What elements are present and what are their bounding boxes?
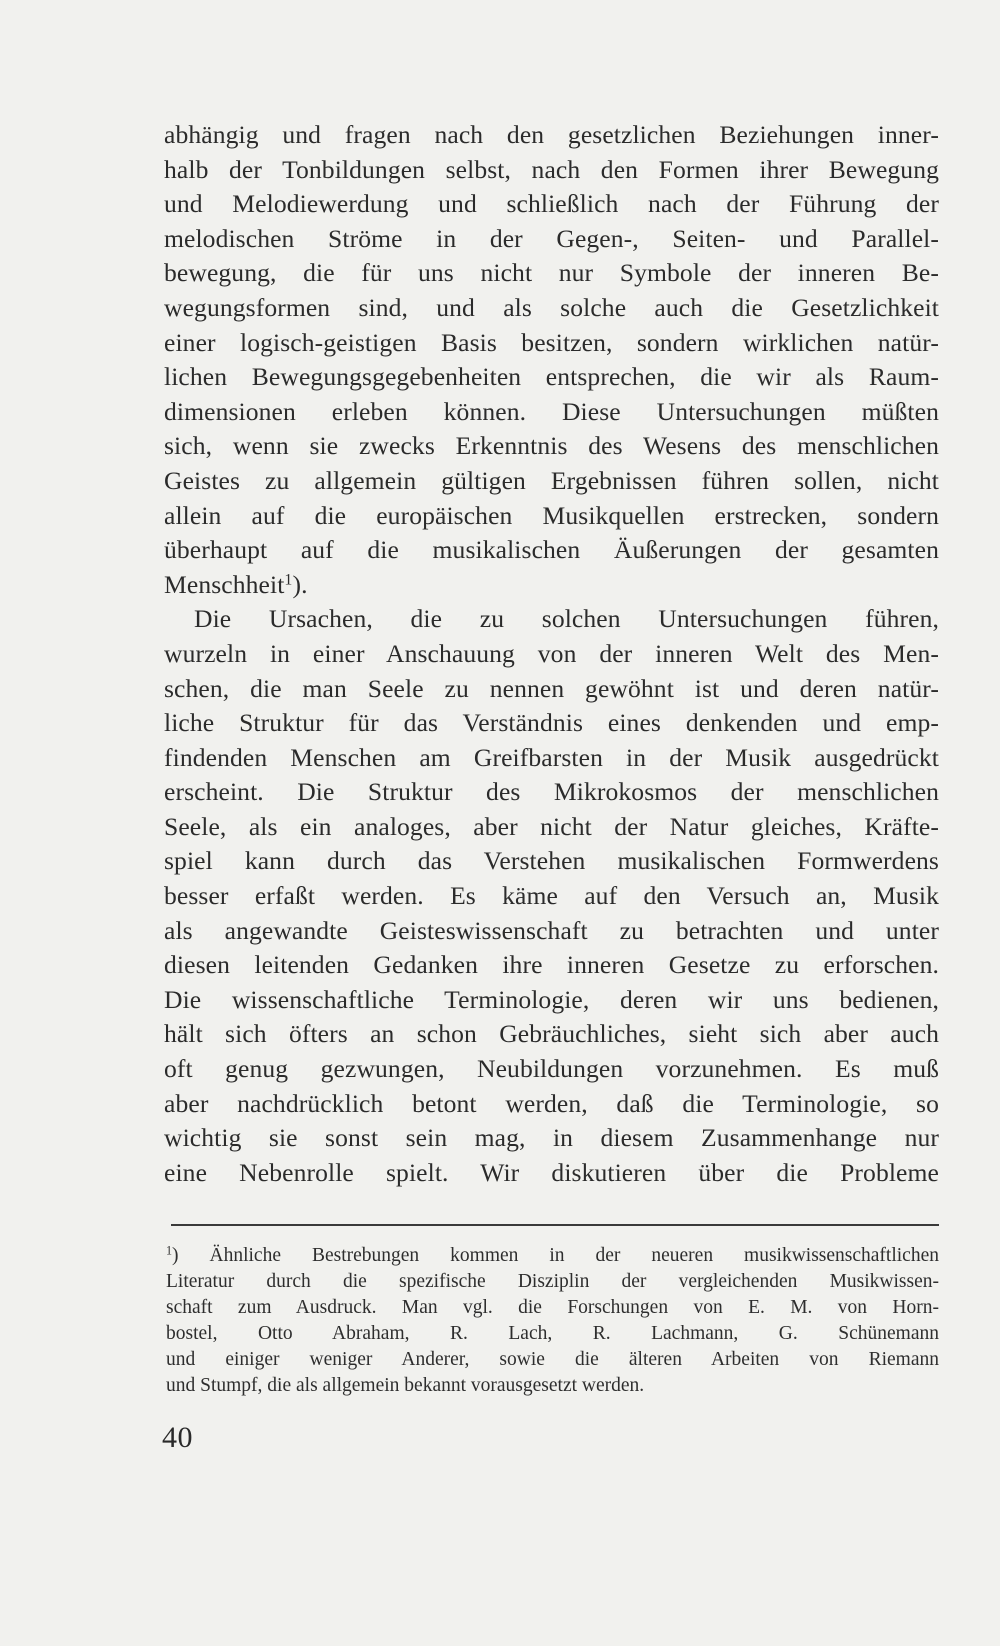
- paragraph-1: [164, 118, 939, 602]
- text-line: oft genug gezwungen, Neubildungen vorzunehmen. Es muß: [164, 1054, 939, 1084]
- last-word: Menschheit: [164, 569, 285, 599]
- text-line: hält sich öfters an schon Gebräuchliches, sieht sich aber auch: [164, 1019, 939, 1049]
- text-line: dimensionen erleben können. Diese Untersuchungen müßten: [164, 396, 939, 426]
- text-line: besser erfaßt werden. Es käme auf den Versuch an, Musik: [164, 881, 939, 911]
- footnote-line: schaft zum Ausdruck. Man vgl. die Forschungen von E. M. von Horn-: [166, 1297, 939, 1318]
- footnote-line-last: und Stumpf, die als allgemein bekannt vorausgesetzt werden.: [166, 1375, 645, 1396]
- text-line: wegungsformen sind, und als solche auch die Gesetzlichkeit: [164, 292, 939, 322]
- footnote-line: und einiger weniger Anderer, sowie die älteren Arbeiten von Riemann: [166, 1349, 939, 1370]
- last-punctuation: ).: [292, 569, 308, 599]
- text-line: wichtig sie sonst sein mag, in diesem Zusammenhange nur: [164, 1123, 939, 1153]
- main-text: [164, 118, 939, 1190]
- footnote-marker: 1: [166, 1243, 173, 1258]
- text-line: abhängig und fragen nach den gesetzlichen Beziehungen inner-: [164, 120, 939, 149]
- text-line: sich, wenn sie zwecks Erkenntnis des Wesens des menschlichen: [164, 431, 939, 461]
- text-line: als angewandte Geisteswissenschaft zu betrachten und unter: [164, 915, 939, 945]
- footnote-marker-close: ): [172, 1245, 179, 1266]
- paragraph-2: [164, 602, 939, 1190]
- text-line: erscheint. Die Struktur des Mikrokosmos der menschlichen: [164, 777, 939, 807]
- text-line: findenden Menschen am Greifbarsten in der Musik ausgedrückt: [164, 742, 939, 772]
- footnote-line: bostel, Otto Abraham, R. Lach, R. Lachmann, G. Schünemann: [166, 1323, 939, 1344]
- text-line: eine Nebenrolle spielt. Wir diskutieren über die Probleme: [164, 1157, 939, 1187]
- text-line: schen, die man Seele zu nennen gewöhnt ist und deren natür-: [164, 673, 939, 703]
- footnote: [166, 1243, 939, 1399]
- text-line: liche Struktur für das Verständnis eines denkenden und emp-: [164, 708, 939, 738]
- text-line: Die Ursachen, die zu solchen Untersuchungen führen,: [194, 604, 939, 634]
- footnote-line: [166, 1243, 939, 1269]
- text-line: wurzeln in einer Anschauung von der inneren Welt des Men-: [164, 638, 939, 668]
- footnote-text: Ähnliche Bestrebungen kommen in der neueren musikwissenschaftlichen: [209, 1245, 939, 1266]
- text-line: spiel kann durch das Verstehen musikalischen Formwerdens: [164, 846, 939, 876]
- text-line: lichen Bewegungsgegebenheiten entsprechen, die wir als Raum-: [164, 362, 939, 392]
- text-line: allein auf die europäischen Musikquellen erstrecken, sondern: [164, 500, 939, 530]
- footnote-divider: [171, 1224, 939, 1226]
- page-number: 40: [162, 1421, 193, 1454]
- text-line: bewegung, die für uns nicht nur Symbole der inneren Be-: [164, 258, 939, 288]
- text-line: melodischen Ströme in der Gegen-, Seiten- und Parallel-: [164, 223, 939, 253]
- text-line: halb der Tonbildungen selbst, nach den Formen ihrer Bewegung: [164, 154, 939, 184]
- text-line: Seele, als ein analoges, aber nicht der Natur gleiches, Kräfte-: [164, 811, 939, 841]
- text-line: einer logisch-geistigen Basis besitzen, sondern wirklichen natür-: [164, 327, 939, 357]
- text-line: überhaupt auf die musikalischen Äußerungen der gesamten: [164, 535, 939, 565]
- text-line: und Melodiewerdung und schließlich nach der Führung der: [164, 189, 939, 219]
- text-line: Geistes zu allgemein gültigen Ergebnissen führen sollen, nicht: [164, 465, 939, 495]
- footnote-line: Literatur durch die spezifische Disziplin der vergleichenden Musikwissen-: [166, 1271, 939, 1292]
- footnote-reference: 1: [284, 571, 293, 588]
- text-line-last: [164, 568, 939, 603]
- text-line: Die wissenschaftliche Terminologie, deren wir uns bedienen,: [164, 984, 939, 1014]
- text-line: diesen leitenden Gedanken ihre inneren Gesetze zu erforschen.: [164, 950, 939, 980]
- text-line: aber nachdrücklich betont werden, daß die Terminologie, so: [164, 1088, 939, 1118]
